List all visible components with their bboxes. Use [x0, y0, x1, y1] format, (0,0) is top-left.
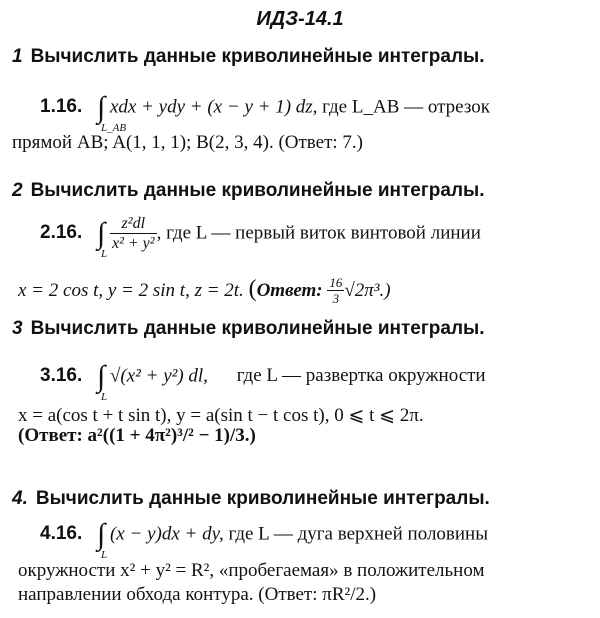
answer-fraction: $\frac{16}{3}$: [329, 275, 343, 307]
problem-2-line-2: x = 2 cos t, y = 2 sin t, z = 2t. (Ответ: $\frac{16}{3}$ √2π³.): [18, 275, 391, 307]
integral-sign: ∫ L: [97, 518, 108, 561]
problem-4-line-3: направлении обхода контура. (Ответ: πR²/2.): [18, 584, 377, 605]
problem-2-line-1: 2.16. ∫ L $\frac{\text{z²dl}}{\text{x² + y²}}$ , где L — первый виток винтовой линии: [40, 215, 481, 260]
section-heading-1: 1 Вычислить данные криволинейные интегралы.: [12, 46, 485, 67]
integral-sign: ∫ L: [97, 360, 108, 403]
integral-sign: ∫ L_AB: [97, 91, 127, 134]
problem-3-line-1: 3.16. ∫ L √(x² + y²) dl, где L — развертка окружности: [40, 360, 486, 403]
integral-sign: ∫ L: [97, 216, 108, 260]
fraction: $\frac{\text{z²dl}}{\text{x² + y²}}$: [111, 215, 155, 252]
section-heading-4: 4. Вычислить данные криволинейные интегралы.: [12, 488, 490, 509]
problem-3-line-2: x = a(cos t + t sin t), y = a(sin t − t cos t), 0 ⩽ t ⩽ 2π.: [18, 405, 424, 426]
page-title: ИДЗ-14.1: [256, 8, 344, 30]
problem-1-line-1: 1.16. ∫ L_AB xdx + ydy + (x − y + 1) dz, где L_AB — отрезок: [40, 91, 490, 134]
section-heading-3: 3 Вычислить данные криволинейные интегралы.: [12, 318, 485, 339]
problem-1-line-2: прямой AB; A(1, 1, 1); B(2, 3, 4). (Ответ: 7.): [12, 132, 364, 153]
problem-3-answer: (Ответ: a²((1 + 4π²)³/² − 1)/3.): [18, 425, 256, 446]
section-heading-2: 2 Вычислить данные криволинейные интегралы.: [12, 180, 485, 201]
problem-4-line-1: 4.16. ∫ L (x − y)dx + dy, где L — дуга верхней половины: [40, 518, 488, 561]
problem-4-line-2: окружности x² + y² = R², «пробегаемая» в положительном: [18, 560, 485, 581]
